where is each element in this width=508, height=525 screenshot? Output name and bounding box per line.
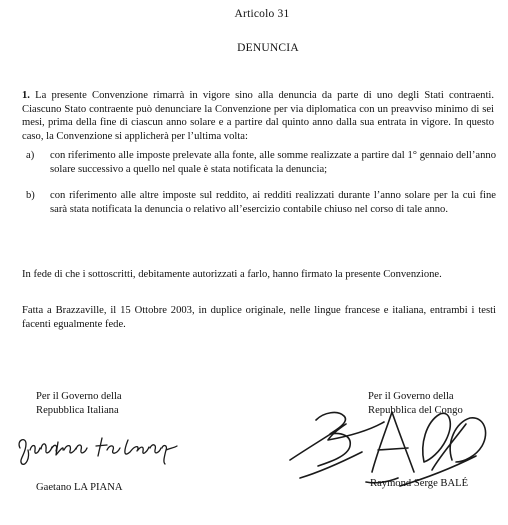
list-marker: a) <box>26 150 35 161</box>
list-item-a <box>26 149 496 176</box>
signatory-name-congo: Raymond Serge BALÉ <box>370 478 469 489</box>
article-heading: Articolo 31 <box>234 8 290 20</box>
handwritten-signature-italy <box>14 428 184 468</box>
section-title: DENUNCIA <box>237 42 299 54</box>
list-item-b <box>26 189 496 216</box>
paragraph-1-text: La presente Convenzione rimarrà in vigore sino alla denuncia da parte di uno degli Stati contraenti. Ciascuno Stato contraente può denunciare la Convenzione per via diplomatica con un preavviso minimo di sei mesi, prima della fine di ciascun anno solare e a partire dal quinto anno dalla sua entrata in vigore. In questo caso, la Convenzione si applicherà per l’ultima volta: <box>22 90 494 142</box>
witness-clause: In fede di che i sottoscritti, debitamente autorizzati a farlo, hanno firmato la presente Convenzione. <box>22 269 442 280</box>
signatory-country-line: Repubblica del Congo <box>368 404 463 416</box>
done-clause: Fatta a Brazzaville, il 15 Ottobre 2003, in duplice originale, nelle lingue francese e italiana, entrambi i testi facenti egualmente fede. <box>22 305 496 330</box>
paragraph-number: 1. <box>22 90 30 101</box>
signatory-government-line: Per il Governo della <box>368 391 454 402</box>
list-item-text: con riferimento alle imposte prelevate alla fonte, alle somme realizzate a partire dal 1° gennaio dell’anno solare successivo a quello nel quale è stata notificata la denuncia; <box>50 150 496 175</box>
list-marker: b) <box>26 190 35 201</box>
signatory-government-line: Per il Governo della <box>36 391 122 402</box>
signatory-name-italy: Gaetano LA PIANA <box>36 482 123 493</box>
signatory-country-line: Repubblica Italiana <box>36 404 119 416</box>
signature-block-italy <box>36 390 236 417</box>
list-item-text: con riferimento alle altre imposte sul reddito, ai redditi realizzati durante l’anno solare per la cui fine sarà stata notificata la denuncia o relativo all’esercizio contabile chiuso nel corso di tale anno. <box>50 190 496 215</box>
paragraph-1 <box>22 89 494 143</box>
